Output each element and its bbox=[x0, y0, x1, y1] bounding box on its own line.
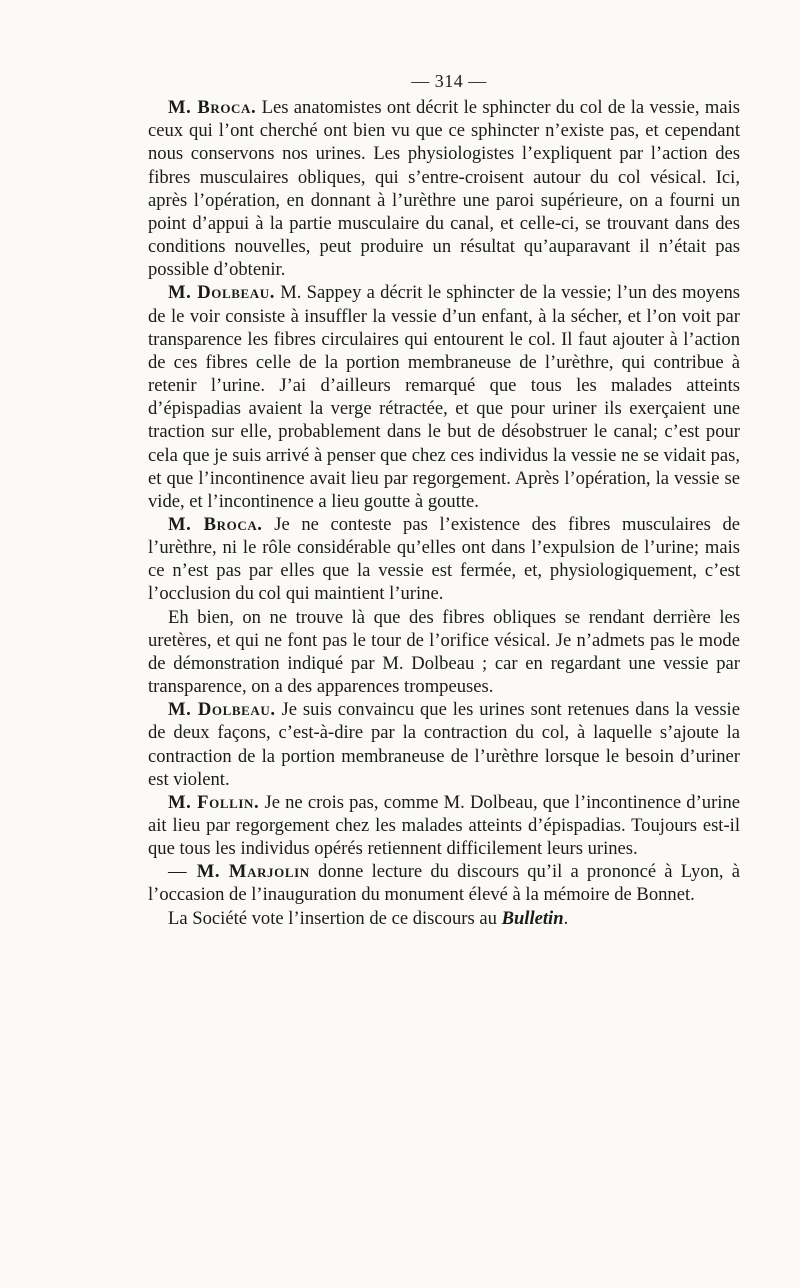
speaker-name: M. Broca. bbox=[168, 513, 263, 535]
paragraph-broca-2 bbox=[148, 513, 740, 606]
paragraph-societe bbox=[148, 907, 740, 930]
em-dash: — bbox=[168, 861, 187, 883]
paragraph-text: Je ne crois pas, comme M. Dolbeau, que l’incontinence d’urine ait lieu par regorgement chez les malades atteints d’épispadias. Toujours est-il que tous les individus opérés retiennent difficilement leurs urines. bbox=[148, 791, 740, 860]
paragraph-text: Je ne conteste pas l’existence des fibres musculaires de l’urèthre, ni le rôle considérable qu’elles ont dans l’expulsion de l’urine; mais ce n’est pas par elles que la vessie est fermée, et, physiologiquement, c’est l’occlusion du col qui maintient l’urine. bbox=[148, 513, 740, 605]
speaker-name: M. Dolbeau. bbox=[168, 699, 276, 721]
paragraph-follin bbox=[148, 791, 740, 860]
paragraph-text: Je suis convaincu que les urines sont retenues dans la vessie de deux façons, c’est-à-dire par la contraction du col, à laquelle s’ajoute la contraction de la portion membraneuse de l’urèthre lorsque le besoin d’uriner est violent. bbox=[148, 699, 740, 790]
speaker-name: M. Broca. bbox=[168, 97, 257, 119]
paragraph-dolbeau-1 bbox=[148, 281, 740, 513]
paragraph-marjolin bbox=[148, 860, 740, 906]
paragraph-text: Les anatomistes ont décrit le sphincter du col de la vessie, mais ceux qui l’ont cherché ont bien vu que ce sphincter n’existe pas, et cependant nous conservons nos urines. Les physiologistes l’expliquent par l’action des fibres musculaires obliques, qui s’entre-croisent autour du col vésical. Ici, après l’opération, en donnant à l’urèthre une paroi supérieure, on a fourni un point d’appui à la partie musculaire du canal, et celle-ci, se trouvant dans des conditions nouvelles, peut produire un résultat qu’auparavant il n’était pas possible d’obtenir. bbox=[148, 97, 741, 281]
paragraph-broca-3 bbox=[148, 606, 740, 699]
paragraph-suffix: . bbox=[563, 907, 569, 929]
speaker-name: M. Dolbeau. bbox=[168, 282, 276, 304]
page-number: — 314 — bbox=[411, 71, 487, 91]
paragraph-broca-1 bbox=[148, 96, 740, 281]
bulletin-title: Bulletin bbox=[501, 907, 564, 929]
paragraph-text: M. Sappey a décrit le sphincter de la vessie; l’un des moyens de le voir consiste à insuffler la vessie d’un enfant, à la sécher, et l’on voit par transparence les fibres circulaires qui entourent le col. Il faut ajouter à l’action de ces fibres celle de la portion membraneuse de l’urèthre, qui contribue à retenir l’urine. J’ai d’ailleurs remarqué que tous les malades atteints d’épispadias avaient la verge rétractée, et que pour uriner ils exerçaient une traction sur elle, probablement dans le but de désobstruer le canal; c’est pour cela que je suis arrivé à penser que chez ces individus la vessie ne se vidait pas, et que l’incontinence avait lieu par regorgement. Après l’opération, la vessie se vide, et l’incontinence a lieu goutte à goutte. bbox=[148, 282, 740, 512]
paragraph-dolbeau-2 bbox=[148, 698, 740, 791]
speaker-name: M. Marjolin bbox=[196, 861, 310, 883]
paragraph-text: La Société vote l’insertion de ce discours au bbox=[168, 907, 497, 929]
speaker-name: M. Follin. bbox=[168, 791, 260, 813]
paragraph-text: donne lecture du discours qu’il a prononcé à Lyon, à l’occasion de l’inauguration du monument élevé à la mémoire de Bonnet. bbox=[148, 861, 740, 906]
paragraph-text: Eh bien, on ne trouve là que des fibres obliques se rendant derrière les uretères, et qui ne font pas le tour de l’orifice vésical. Je n’admets pas le mode de démonstration indiqué par M. Dolbeau ; car en regardant une vessie par transparence, on a des apparences trompeuses. bbox=[148, 606, 740, 698]
document-page bbox=[148, 70, 740, 930]
